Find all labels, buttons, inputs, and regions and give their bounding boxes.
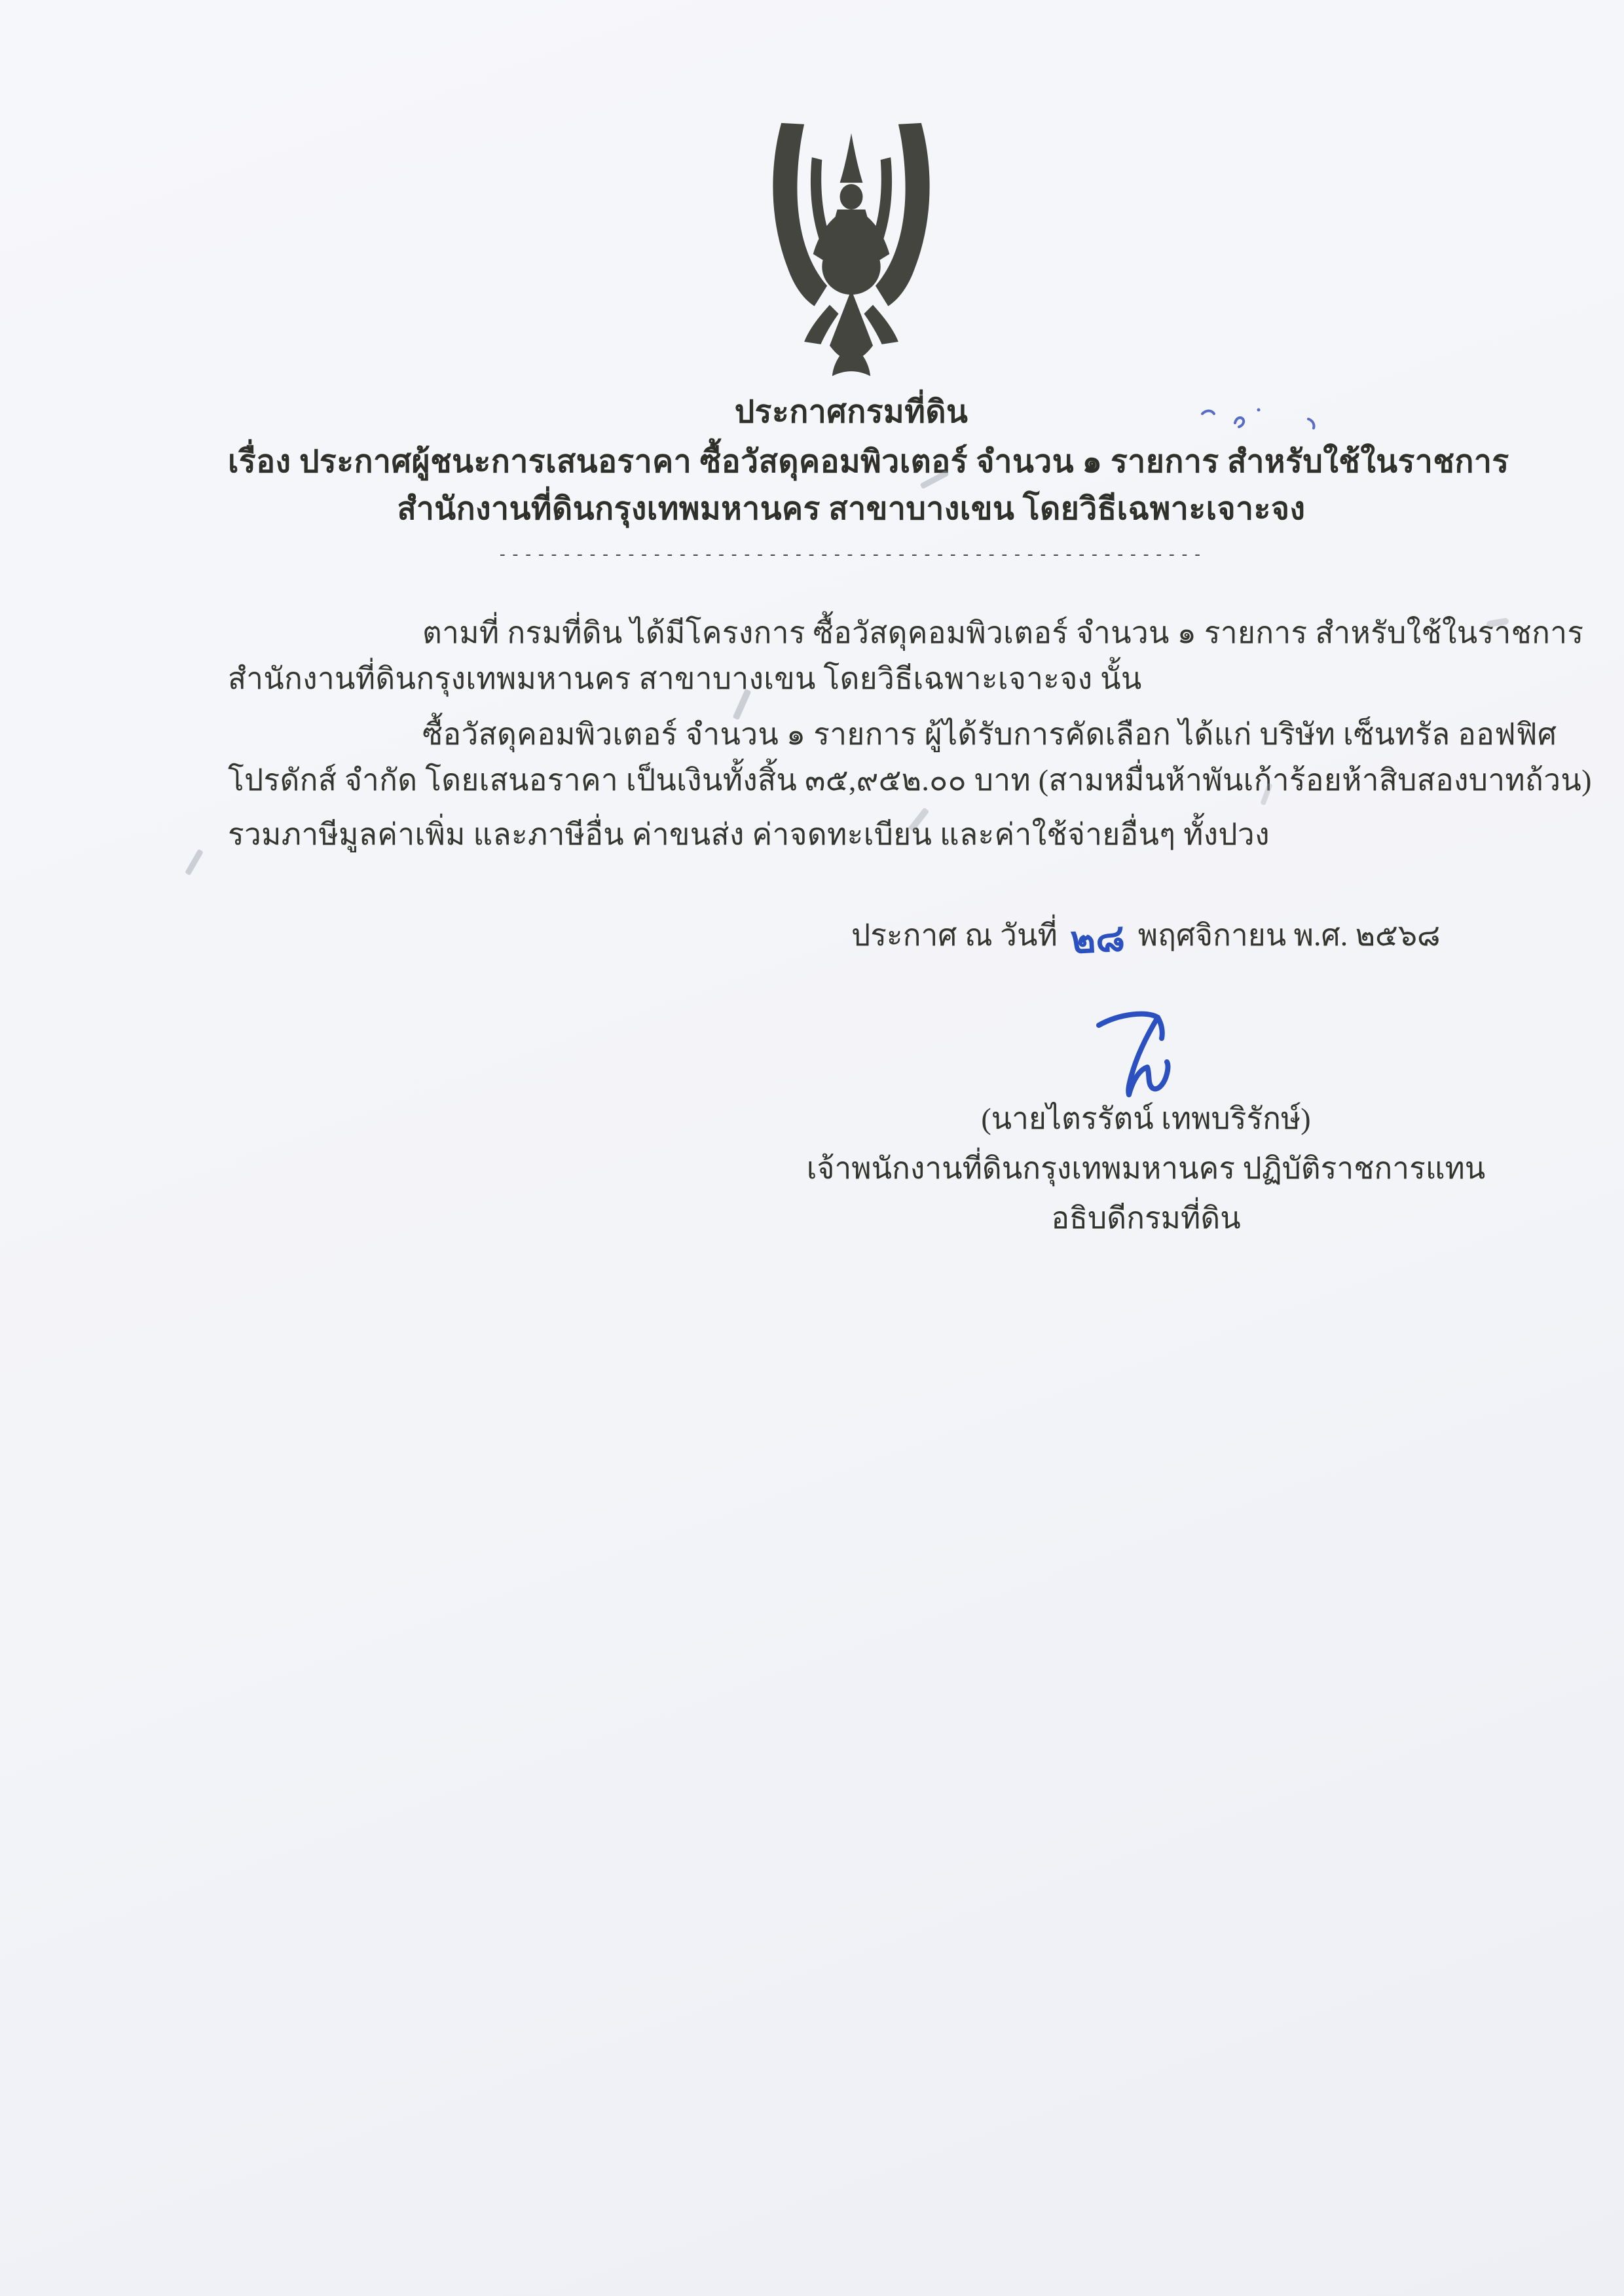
signatory-name: (นายไตรรัตน์ เทพบริรักษ์): [981, 1102, 1311, 1135]
garuda-emblem-icon: [733, 119, 969, 386]
paragraph2-line1: ซื้อวัสดุคอมพิวเตอร์ จำนวน ๑ รายการ ผู้ได้รับการคัดเลือก ได้แก่ บริษัท เซ็นทรัล ออฟฟิศ: [422, 718, 1557, 751]
signatory-position-line2: อธิบดีกรมที่ดิน: [1051, 1201, 1241, 1235]
paragraph2-line2: โปรดักส์ จำกัด โดยเสนอราคา เป็นเงินทั้งสิ้น ๓๕,๙๕๒.๐๐ บาท (สามหมื่นห้าพันเก้าร้อยห้าสิบสองบาทถ้วน): [228, 763, 1592, 797]
subject-line-2: สำนักงานที่ดินกรุงเทพมหานคร สาขาบางเขน โดยวิธีเฉพาะเจาะจง: [397, 492, 1306, 526]
paragraph2-line3: รวมภาษีมูลค่าเพิ่ม และภาษีอื่น ค่าขนส่ง ค่าจดทะเบียน และค่าใช้จ่ายอื่นๆ ทั้งปวง: [228, 818, 1270, 851]
paragraph1-line1: ตามที่ กรมที่ดิน ได้มีโครงการ ซื้อวัสดุคอมพิวเตอร์ จำนวน ๑ รายการ สำหรับใช้ในราชการ: [422, 616, 1584, 649]
date-prefix: ประกาศ ณ วันที่: [851, 919, 1058, 952]
handwritten-day: ๒๘: [1069, 915, 1126, 963]
dashed-divider: -------------------------------------------------------: [497, 545, 1206, 564]
subject-line-1: เรื่อง ประกาศผู้ชนะการเสนอราคา ซื้อวัสดุคอมพิวเตอร์ จำนวน ๑ รายการ สำหรับใช้ในราชการ: [228, 445, 1509, 479]
agency-title: ประกาศกรมที่ดิน: [734, 395, 969, 429]
paragraph1-line2: สำนักงานที่ดินกรุงเทพมหานคร สาขาบางเขน โดยวิธีเฉพาะเจาะจง นั้น: [228, 662, 1142, 695]
announcement-date-line: [851, 911, 1441, 963]
scan-smudge: [185, 849, 204, 876]
pen-stray-mark: [1172, 401, 1342, 446]
signature-icon: [1087, 1007, 1205, 1105]
date-suffix: พฤศจิกายน พ.ศ. ๒๕๖๘: [1137, 919, 1441, 952]
signatory-position-line1: เจ้าพนักงานที่ดินกรุงเทพมหานคร ปฏิบัติราชการแทน: [806, 1152, 1486, 1185]
